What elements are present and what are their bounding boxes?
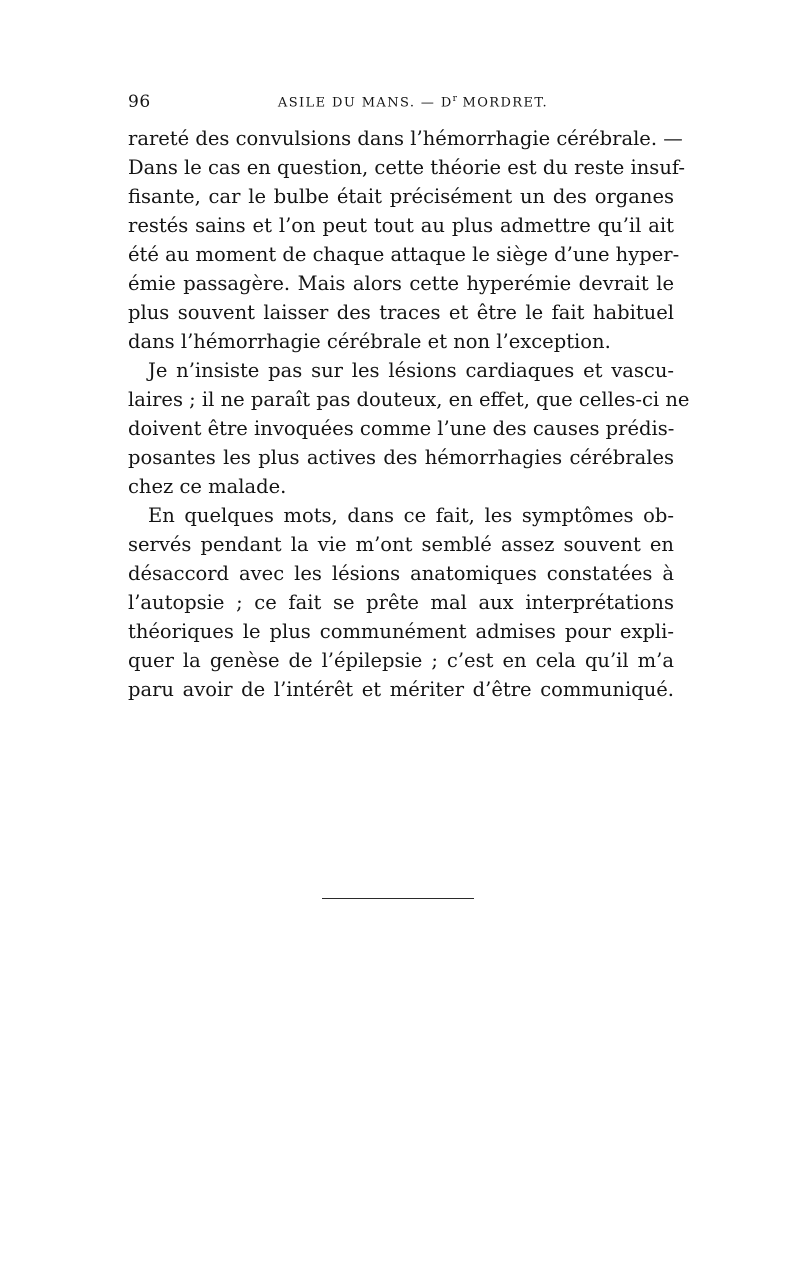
running-head-text: ASILE DU MANS. — D	[277, 95, 453, 111]
text-line: quer la genèse de l’épilepsie ; c’est en cela qu’il m’a	[128, 649, 674, 672]
text-line: plus souvent laisser des traces et être le fait habituel	[128, 301, 674, 324]
text-line: Je n’insiste pas sur les lésions cardiaques et vascu-	[148, 359, 674, 382]
text-line: désaccord avec les lésions anatomiques constatées à	[128, 562, 674, 585]
text-line: été au moment de chaque attaque le siège d’une hyper-	[128, 243, 680, 266]
page-number: 96	[128, 92, 151, 112]
text-line: doivent être invoquées comme l’une des causes prédis-	[128, 417, 675, 440]
text-line: restés sains et l’on peut tout au plus admettre qu’il ait	[128, 214, 674, 237]
running-head-superscript: r	[452, 94, 457, 104]
text-line: paru avoir de l’intérêt et mériter d’être communiqué.	[128, 678, 674, 701]
text-line: rareté des convulsions dans l’hémorrhagie cérébrale. —	[128, 127, 683, 150]
running-head	[128, 94, 674, 110]
text-line: fisante, car le bulbe était précisément un des organes	[128, 185, 674, 208]
text-line: dans l’hémorrhagie cérébrale et non l’exception.	[128, 330, 611, 353]
text-line: posantes les plus actives des hémorrhagies cérébrales	[128, 446, 674, 469]
body-text	[128, 124, 690, 704]
page-header	[128, 92, 674, 118]
text-line: théoriques le plus communément admises pour expli-	[128, 620, 674, 643]
section-end-rule	[322, 898, 474, 899]
running-head-text-end: MORDRET.	[456, 95, 549, 111]
text-line: émie passagère. Mais alors cette hyperémie devrait le	[128, 272, 674, 295]
text-line: En quelques mots, dans ce fait, les symptômes ob-	[148, 504, 674, 527]
text-line: laires ; il ne paraît pas douteux, en effet, que celles-ci ne	[128, 388, 690, 411]
text-line: servés pendant la vie m’ont semblé assez souvent en	[128, 533, 674, 556]
text-line: l’autopsie ; ce fait se prête mal aux interprétations	[128, 591, 674, 614]
text-line: Dans le cas en question, cette théorie est du reste insuf-	[128, 156, 685, 179]
text-line: chez ce malade.	[128, 475, 287, 498]
